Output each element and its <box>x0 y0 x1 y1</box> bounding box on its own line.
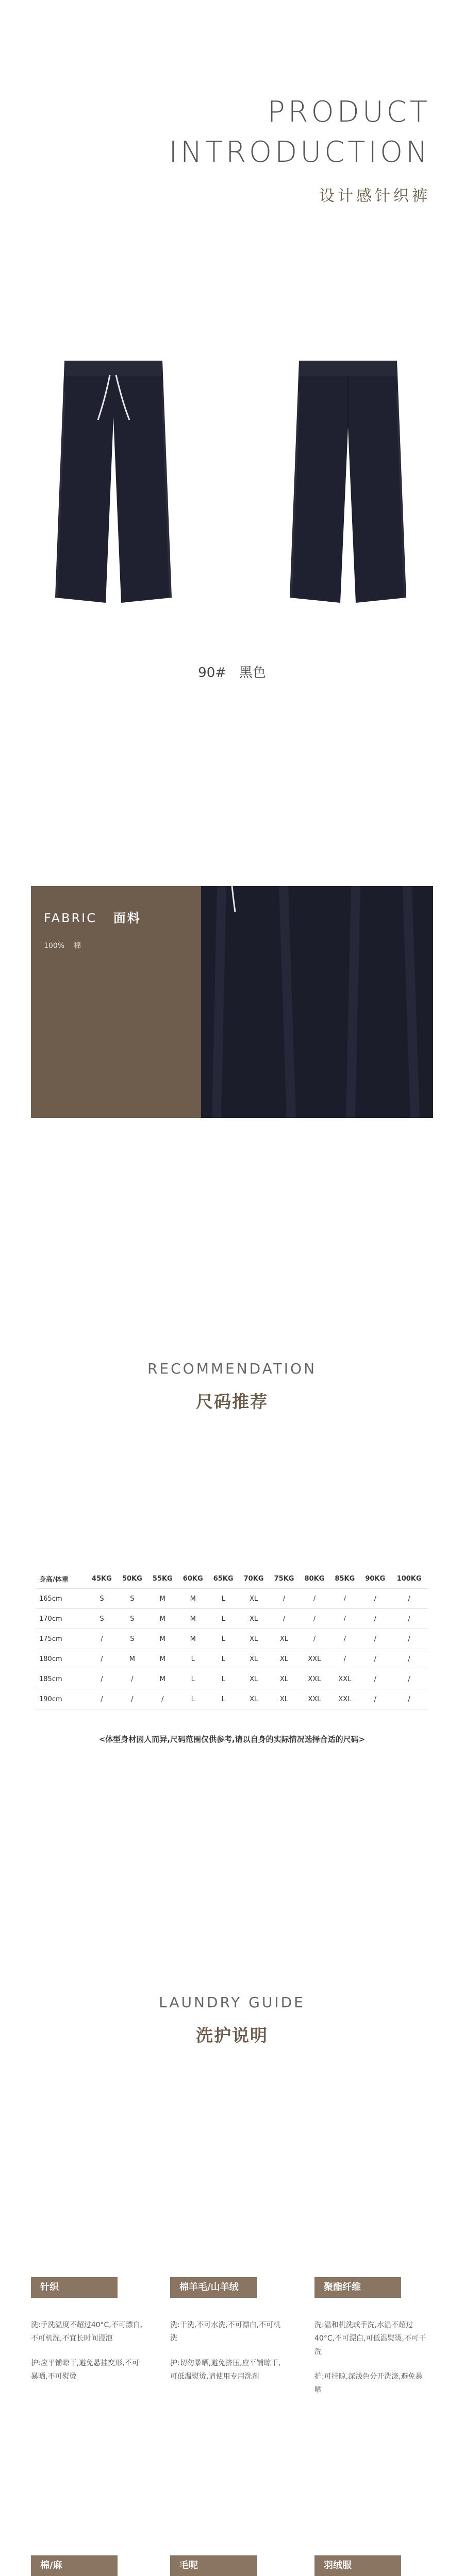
care-instructions <box>170 2318 284 2395</box>
care-instruction-line: 护:切勿暴晒,避免挤压,应平铺晾干,可低温熨烫,请使用专用洗剂 <box>170 2359 281 2381</box>
pants-back-image <box>284 355 412 608</box>
size-table-cell: XL <box>239 1689 269 1709</box>
size-table-row <box>36 1629 428 1649</box>
care-label: 棉羊毛/山羊绒 <box>170 2277 257 2298</box>
fabric-material: 棉 <box>73 942 81 950</box>
size-table-cell: XXL <box>329 1689 360 1709</box>
size-table-cell: XXL <box>299 1689 329 1709</box>
size-table-cell: XXL <box>299 1649 329 1669</box>
color-name: 黑色 <box>239 665 266 681</box>
color-code: 90# <box>198 665 227 681</box>
size-table-corner-header: 身高/体重 <box>36 1569 87 1589</box>
size-table-cell: / <box>329 1589 360 1609</box>
care-instruction-line: 护:应平铺晾干,避免悬挂变形,不可暴晒,不可熨烫 <box>31 2359 139 2381</box>
size-table-column-header: 100KG <box>390 1569 428 1589</box>
size-table-cell: / <box>390 1649 428 1669</box>
care-label: 针织 <box>31 2277 118 2298</box>
product-subtitle: 设计感针织裤 <box>319 187 430 205</box>
size-table-cell: S <box>87 1589 117 1609</box>
size-table-cell: / <box>87 1689 117 1709</box>
size-table <box>36 1569 428 1709</box>
laundry-title-en: LAUNDRY GUIDE <box>159 1994 305 2011</box>
size-table-cell: S <box>117 1609 147 1629</box>
care-instructions <box>314 2318 428 2408</box>
size-table-cell: XL <box>269 1629 300 1649</box>
fabric-label-en: FABRIC <box>44 911 97 925</box>
size-table-cell: M <box>178 1589 208 1609</box>
size-table-cell: L <box>208 1629 239 1649</box>
size-table-cell: / <box>299 1589 329 1609</box>
size-table-cell: S <box>87 1609 117 1629</box>
size-table-row <box>36 1649 428 1669</box>
page-title-line1: PRODUCT <box>267 95 430 129</box>
size-table-row <box>36 1589 428 1609</box>
size-table-column-header: 70KG <box>239 1569 269 1589</box>
size-table-cell: / <box>360 1669 390 1689</box>
size-table-cell: / <box>360 1629 390 1649</box>
size-table-cell: XL <box>239 1629 269 1649</box>
size-table-cell: / <box>269 1589 300 1609</box>
size-table-header <box>36 1569 428 1589</box>
size-table-cell: / <box>87 1649 117 1669</box>
size-table-cell: / <box>360 1609 390 1629</box>
size-table-cell: M <box>178 1609 208 1629</box>
size-table-cell: XXL <box>299 1669 329 1689</box>
size-table-cell: L <box>178 1649 208 1669</box>
size-table-height-cell: 190cm <box>36 1689 87 1709</box>
size-table-cell: / <box>390 1589 428 1609</box>
size-table-cell: / <box>329 1649 360 1669</box>
size-table-cell: XL <box>239 1669 269 1689</box>
size-table-height-cell: 175cm <box>36 1629 87 1649</box>
size-table-column-header: 90KG <box>360 1569 390 1589</box>
care-instructions <box>31 2318 144 2395</box>
size-table-cell: / <box>147 1689 178 1709</box>
size-table-cell: L <box>178 1669 208 1689</box>
fabric-label-cn: 面料 <box>113 911 141 925</box>
color-label <box>0 662 464 681</box>
size-table-cell: / <box>360 1589 390 1609</box>
size-table-cell: M <box>147 1609 178 1629</box>
size-table-cell: M <box>147 1629 178 1649</box>
fabric-closeup-image <box>201 886 433 1118</box>
care-label: 聚酯纤维 <box>314 2277 401 2298</box>
size-table-column-header: 80KG <box>299 1569 329 1589</box>
size-table-cell: L <box>208 1649 239 1669</box>
size-table-row <box>36 1689 428 1709</box>
care-instruction-line: 护:可挂晾,深浅色分开洗涤,避免暴晒 <box>314 2372 423 2394</box>
size-note: <体型身材因人而异,尺码范围仅供参考,请以自身的实际情况选择合适的尺码> <box>98 1735 366 1744</box>
size-table-row <box>36 1609 428 1629</box>
size-table-column-header: 60KG <box>178 1569 208 1589</box>
care-instruction-line: 洗:温和机洗或手洗,水温不超过40°C,不可漂白,可低温熨烫,不可干洗 <box>314 2321 426 2356</box>
size-table-cell: S <box>117 1589 147 1609</box>
fabric-label <box>44 908 141 926</box>
size-table-cell: / <box>87 1669 117 1689</box>
size-table-cell: / <box>360 1689 390 1709</box>
size-table-cell: L <box>208 1689 239 1709</box>
fabric-percent: 100% <box>44 942 65 950</box>
size-table-cell: XL <box>269 1649 300 1669</box>
size-table-cell: M <box>147 1669 178 1689</box>
size-table-cell: / <box>329 1629 360 1649</box>
pants-front-image <box>49 355 178 608</box>
size-table-cell: / <box>117 1689 147 1709</box>
size-table-column-header: 55KG <box>147 1569 178 1589</box>
size-table-cell: L <box>178 1689 208 1709</box>
size-table-cell: XL <box>239 1609 269 1629</box>
size-table-cell: XL <box>239 1649 269 1669</box>
size-table-cell: M <box>147 1589 178 1609</box>
size-table-cell: S <box>117 1629 147 1649</box>
size-table-height-cell: 165cm <box>36 1589 87 1609</box>
recommendation-title-en: RECOMMENDATION <box>147 1360 317 1377</box>
size-table-cell: L <box>208 1589 239 1609</box>
fabric-composition <box>44 940 81 951</box>
size-table-cell: / <box>329 1609 360 1629</box>
size-table-cell: M <box>117 1649 147 1669</box>
size-table-cell: / <box>117 1669 147 1689</box>
size-table-cell: M <box>178 1629 208 1649</box>
size-table-cell: / <box>87 1629 117 1649</box>
size-table-column-header: 65KG <box>208 1569 239 1589</box>
care-label: 毛呢 <box>170 2555 257 2576</box>
size-table-cell: XL <box>269 1689 300 1709</box>
size-table-cell: / <box>390 1689 428 1709</box>
size-table-cell: / <box>390 1629 428 1649</box>
care-instruction-line: 洗:干洗,不可水洗,不可漂白,不可机洗 <box>170 2321 281 2343</box>
size-table-cell: XXL <box>329 1669 360 1689</box>
size-table-column-header: 85KG <box>329 1569 360 1589</box>
size-table-cell: XL <box>239 1589 269 1609</box>
size-table-column-header: 75KG <box>269 1569 300 1589</box>
fabric-panel <box>31 886 201 1118</box>
care-label: 棉/麻 <box>31 2555 118 2576</box>
page-title-line2: INTRODUCTION <box>169 135 430 169</box>
size-table-cell: / <box>390 1669 428 1689</box>
size-table-cell: L <box>208 1669 239 1689</box>
size-table-cell: / <box>299 1629 329 1649</box>
size-table-cell: XL <box>269 1669 300 1689</box>
care-label: 羽绒服 <box>314 2555 401 2576</box>
size-table-height-cell: 185cm <box>36 1669 87 1689</box>
size-table-cell: / <box>269 1609 300 1629</box>
size-table-height-cell: 180cm <box>36 1649 87 1669</box>
size-table-column-header: 45KG <box>87 1569 117 1589</box>
size-table-column-header: 50KG <box>117 1569 147 1589</box>
size-table-cell: / <box>360 1649 390 1669</box>
size-table-height-cell: 170cm <box>36 1609 87 1629</box>
size-table-cell: L <box>208 1609 239 1629</box>
size-table-cell: / <box>390 1609 428 1629</box>
laundry-title-cn: 洗护说明 <box>196 2025 268 2045</box>
size-table-cell: / <box>299 1609 329 1629</box>
care-instruction-line: 洗:手洗温度不超过40°C,不可漂白,不可机洗,不宜长时间浸泡 <box>31 2321 143 2343</box>
size-table-cell: M <box>147 1649 178 1669</box>
size-table-row <box>36 1669 428 1689</box>
recommendation-title-cn: 尺码推荐 <box>196 1392 268 1412</box>
